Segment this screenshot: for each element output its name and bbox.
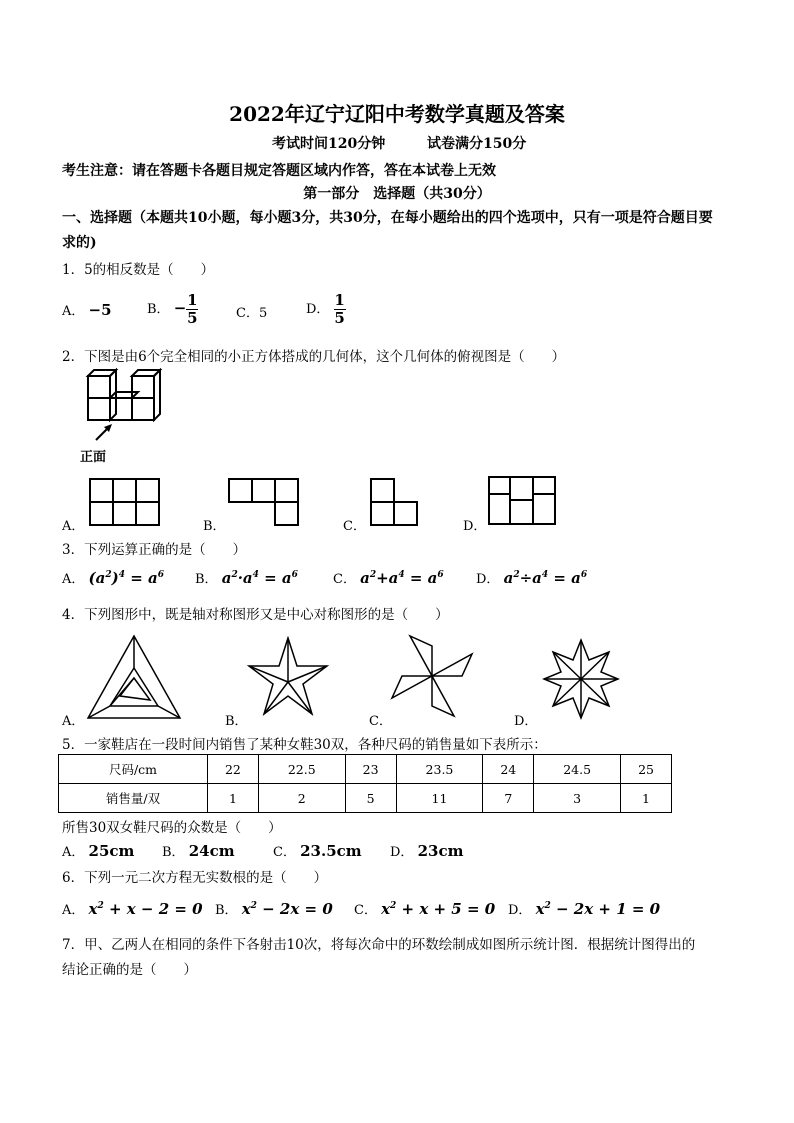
- q6-option-a: [62, 899, 203, 918]
- q3-c-expression: $a^2+a^4 = a^6$: [360, 569, 444, 587]
- q2-option-d-figure: [488, 476, 556, 526]
- table-cell: 3: [534, 784, 621, 813]
- q2-option-b-figure: [228, 478, 300, 526]
- table-cell: 7: [483, 784, 534, 813]
- option-letter: D．: [476, 572, 500, 587]
- q2-option-b-label: B．: [203, 519, 226, 534]
- table-cell: 22.5: [258, 755, 345, 784]
- q2-option-d-label: D．: [463, 519, 487, 534]
- section-heading-line1: 一、选择题（本题共10小题，每小题3分，共30分，在每小题给出的四个选项中，只有一项是符合题目要: [62, 210, 713, 226]
- question-6-stem: 6．下列一元二次方程无实数根的是（ ）: [62, 870, 328, 886]
- table-cell: 25: [621, 755, 672, 784]
- question-3-stem: 3．下列运算正确的是（ ）: [62, 542, 247, 558]
- option-letter: C．: [333, 572, 356, 587]
- option-letter: C．: [273, 845, 296, 860]
- q4-option-a-triangle-figure: [86, 634, 182, 720]
- question-7-line1: 7．甲、乙两人在相同的条件下各射击10次，将每次命中的环数绘制成如图所示统计图．根据统计图得出的: [62, 937, 696, 953]
- table-cell: 23: [345, 755, 396, 784]
- q3-b-expression: $a^2\cdot a^4 = a^6$: [221, 569, 298, 587]
- q4-option-b-star-figure: [246, 636, 330, 718]
- q5-d-value: 23cm: [417, 842, 464, 860]
- option-letter: A．: [62, 572, 85, 587]
- q4-option-d-flower-figure: [542, 638, 620, 720]
- q4-option-b-label: B．: [225, 714, 248, 729]
- question-7-line2: 结论正确的是（ ）: [62, 962, 197, 978]
- table-cell: 22: [208, 755, 259, 784]
- q5-option-d: [390, 841, 463, 860]
- q1-option-a: [62, 300, 112, 319]
- table-cell: 1: [621, 784, 672, 813]
- exam-time: 考试时间120分钟: [272, 136, 386, 152]
- q3-option-a: [62, 568, 164, 587]
- q2-option-c-label: C．: [343, 519, 366, 534]
- q2-option-a-figure: [89, 478, 161, 526]
- table-cell: 24.5: [534, 755, 621, 784]
- option-letter: B．: [195, 572, 218, 587]
- table-cell: 23.5: [396, 755, 483, 784]
- q3-d-expression: $a^2\div a^4 = a^6$: [503, 569, 588, 587]
- q6-c-equation: $x^2 + x + 5 = 0$: [381, 900, 496, 918]
- q4-option-d-label: D．: [514, 714, 538, 729]
- question-2-stem: 2．下图是由6个完全相同的小正方体搭成的几何体，这个几何体的俯视图是（ ）: [62, 349, 566, 365]
- q3-a-expression: $(a^2)^4 = a^6$: [88, 569, 164, 587]
- numerator: 1: [334, 291, 345, 309]
- option-letter: B．: [162, 845, 185, 860]
- question-5-prompt: 所售30双女鞋尺码的众数是（ ）: [62, 820, 282, 836]
- q5-c-value: 23.5cm: [300, 842, 362, 860]
- q2-option-a-label: A．: [62, 519, 85, 534]
- q6-option-c: [354, 899, 495, 918]
- option-letter: D．: [306, 302, 330, 317]
- option-letter: B．: [215, 903, 238, 918]
- q6-b-equation: $x^2 - 2x = 0$: [241, 900, 333, 918]
- q6-a-equation: $x^2 + x - 2 = 0$: [88, 900, 203, 918]
- q6-d-equation: $x^2 - 2x + 1 = 0$: [535, 900, 661, 918]
- row-header-size: 尺码/cm: [59, 755, 208, 784]
- section-heading-line2: 求的): [62, 235, 97, 251]
- q1-option-b: [147, 292, 198, 327]
- table-cell: 2: [258, 784, 345, 813]
- q1-option-c: C．5: [236, 306, 268, 321]
- denominator: 5: [187, 309, 198, 327]
- q3-option-d: [476, 568, 587, 587]
- row-header-sales: 销售量/双: [59, 784, 208, 813]
- q1-option-d: [306, 292, 346, 327]
- q2-option-c-figure: [370, 478, 420, 526]
- table-row: [59, 755, 672, 784]
- q4-option-c-pinwheel-figure: [390, 632, 474, 722]
- full-score: 试卷满分150分: [427, 136, 527, 152]
- denominator: 5: [334, 309, 345, 327]
- table-cell: 24: [483, 755, 534, 784]
- table-cell: 5: [345, 784, 396, 813]
- document-title: 2022年辽宁辽阳中考数学真题及答案: [229, 102, 565, 126]
- option-letter: D．: [508, 903, 532, 918]
- option-letter: C．: [354, 903, 377, 918]
- question-4-stem: 4．下列图形中，既是轴对称图形又是中心对称图形的是（ ）: [62, 607, 449, 623]
- q4-option-c-label: C．: [369, 714, 392, 729]
- q6-option-b: [215, 899, 333, 918]
- option-letter: A．: [62, 903, 85, 918]
- question-1-stem: 1．5的相反数是（ ）: [62, 262, 215, 278]
- question-5-stem: 5．一家鞋店在一段时间内销售了某种女鞋30双，各种尺码的销售量如下表所示：: [62, 737, 547, 753]
- q5-option-c: [273, 841, 362, 860]
- q1-d-fraction: [334, 292, 346, 327]
- table-row: [59, 784, 672, 813]
- table-cell: 1: [208, 784, 259, 813]
- q6-option-d: [508, 899, 660, 918]
- option-letter: D．: [390, 845, 414, 860]
- front-view-label: 正面: [80, 450, 107, 465]
- shoe-size-sales-table: [58, 754, 672, 813]
- table-cell: 11: [396, 784, 483, 813]
- q5-option-a: [62, 841, 134, 860]
- q3-option-c: [333, 568, 444, 587]
- option-letter: A．: [62, 845, 85, 860]
- q1-b-sign: −: [173, 299, 187, 317]
- q4-option-a-label: A．: [62, 714, 85, 729]
- q3-option-b: [195, 568, 298, 587]
- option-letter: B．: [147, 302, 170, 317]
- q1-b-fraction: [186, 292, 198, 327]
- numerator: 1: [187, 291, 198, 309]
- q5-option-b: [162, 841, 235, 860]
- option-letter: A．: [62, 304, 85, 319]
- q5-b-value: 24cm: [188, 842, 235, 860]
- exam-notice: 考生注意：请在答题卡各题目规定答题区域内作答，答在本试卷上无效: [62, 163, 496, 179]
- part-heading: 第一部分 选择题（共30分）: [303, 186, 491, 202]
- q1-a-value: −5: [88, 301, 112, 319]
- q5-a-value: 25cm: [88, 842, 135, 860]
